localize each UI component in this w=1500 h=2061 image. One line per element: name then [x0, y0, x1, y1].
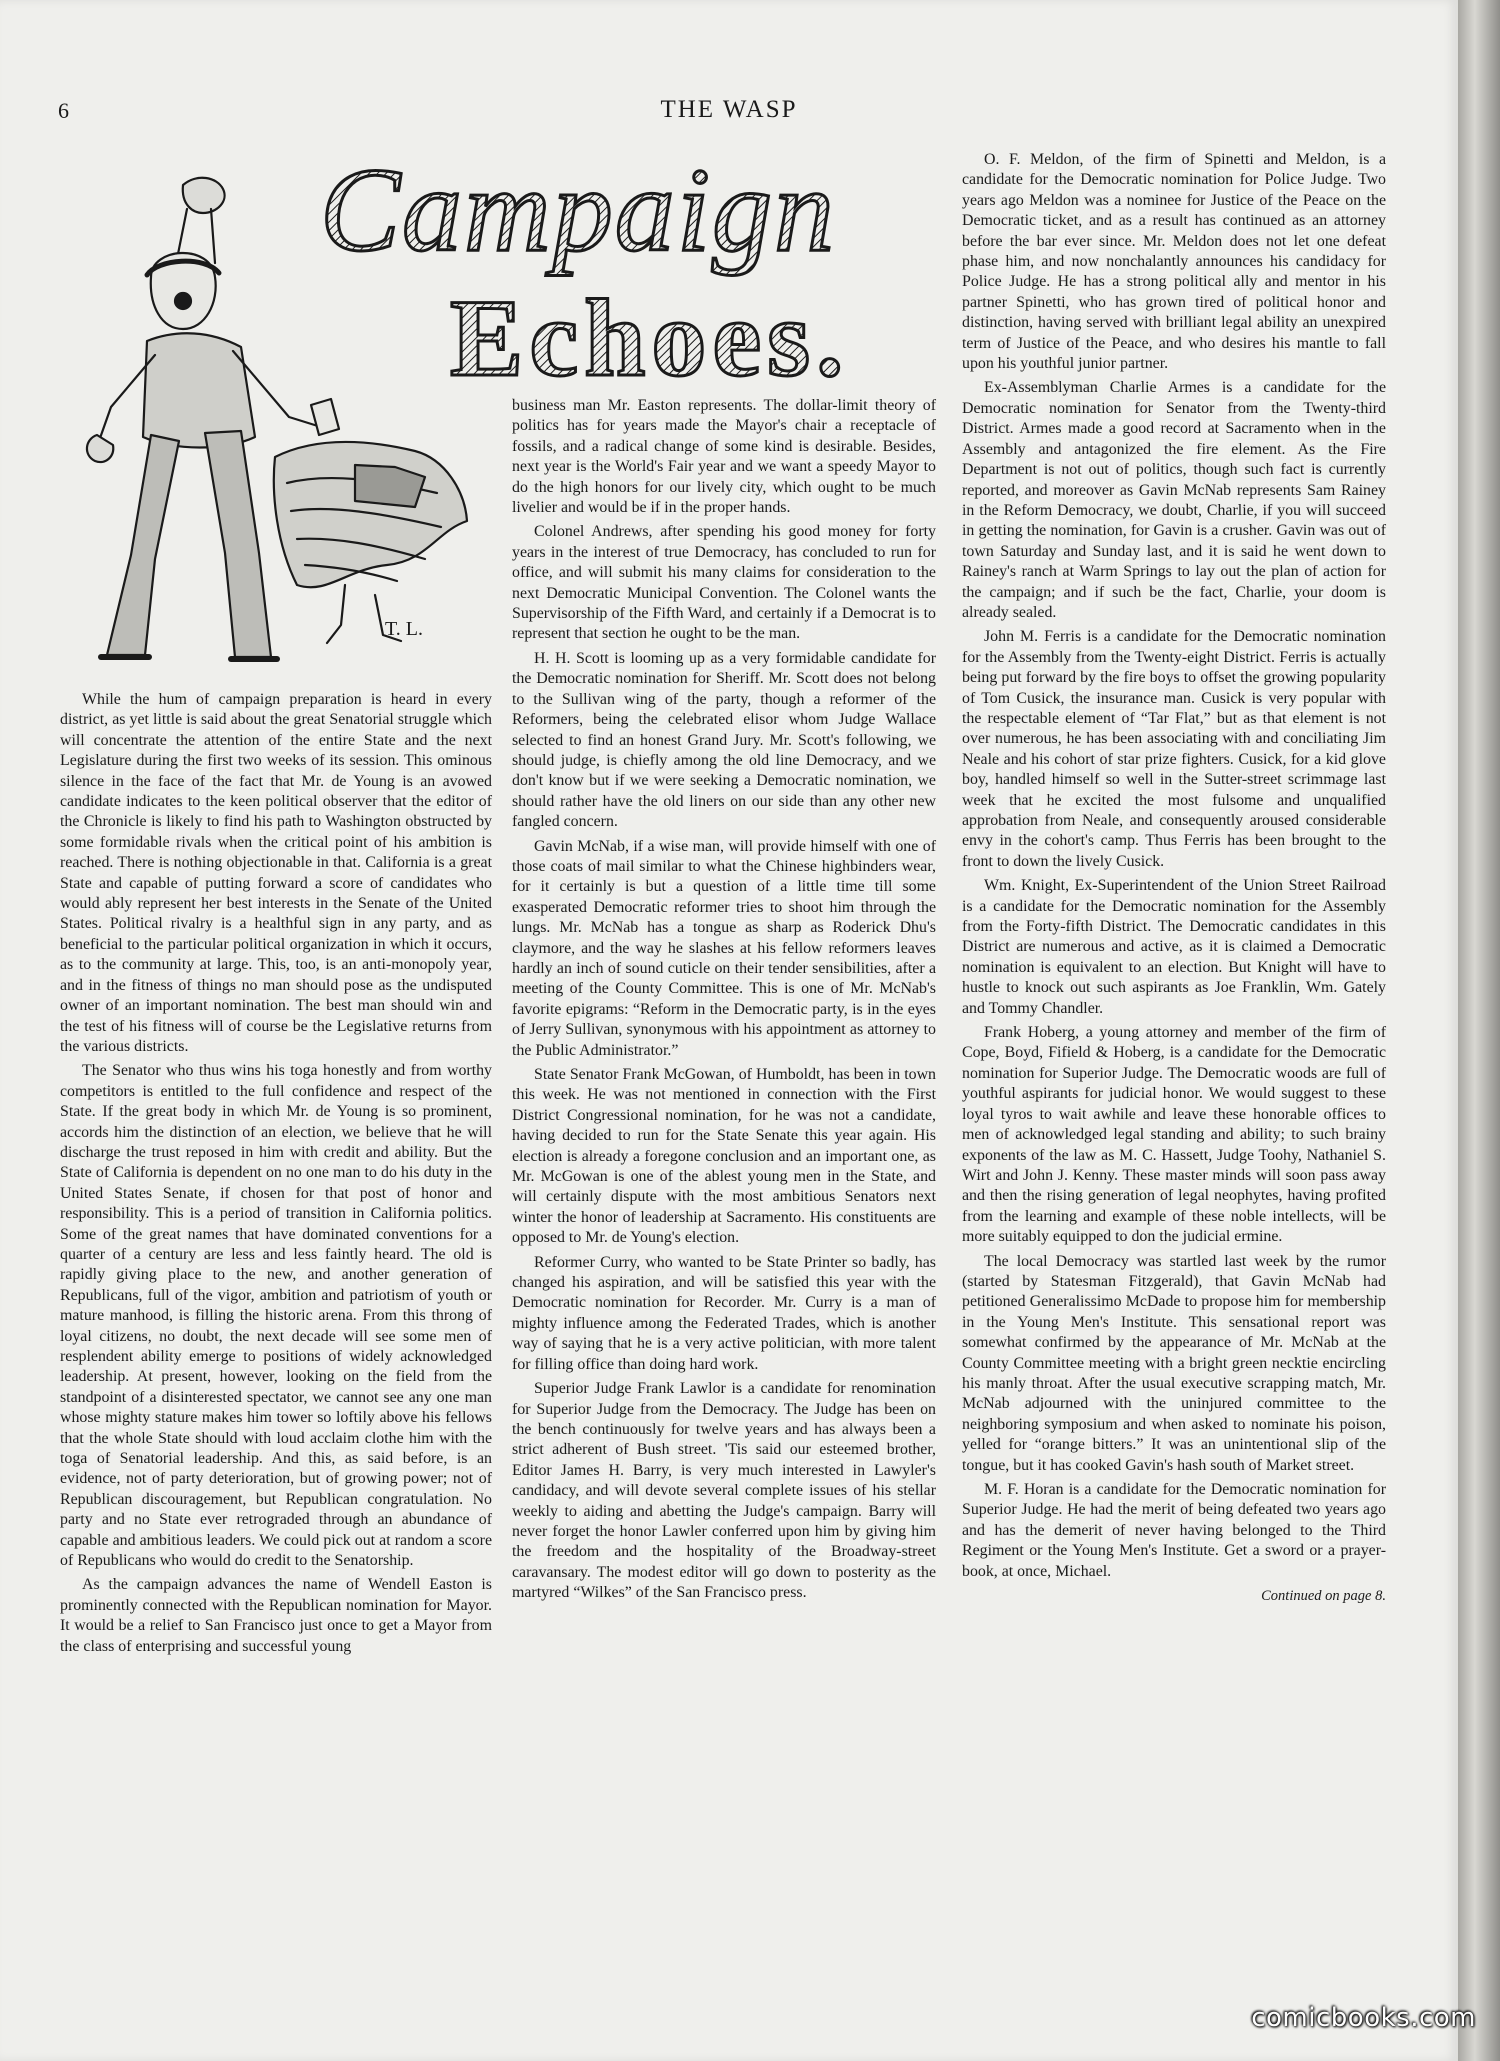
page-edge: [1458, 0, 1500, 2061]
paragraph: business man Mr. Easton represents. The dollar-limit theory of politics has for years made the Mayor's chair a receptacle of fossils, and a radical change of some kind is desirable. Besides, next year is the World's Fair year and we want a speedy Mayor to do the high honors for our lively city, which ought to be much livelier and would be if in the proper hands.: [512, 397, 936, 517]
paragraph: Superior Judge Frank Lawlor is a candidate for renomination for Superior Judge from the Democracy. The Judge has been on the bench continuously for twelve years and has always been a strict adherent of Bush street. 'Tis said our esteemed brother, Editor James H. Barry, is very much interested in Lawyler's candidacy, and will devote several complete issues of his stellar weekly to aiding and abetting the Judge's campaign. Barry will never forget the honor Lawler conferred upon him by giving him the freedom and the hospitality of the Broadway-street caravansary. The modest editor will go down to posterity as the martyred “Wilkes” of the San Francisco press.: [512, 1380, 936, 1602]
masthead: THE WASP: [660, 96, 798, 123]
paragraph: Frank Hoberg, a young attorney and member of the firm of Cope, Boyd, Fifield & Hoberg, is a candidate for the Democratic nomination for Superior Judge. The Democratic woods are full of youthful aspirants for judicial honor. We would suggest to these loyal tyros to wait awhile and leave these honorable offices to men of acknowledged legal standing and ability; to such brainy exponents of the law as M. C. Hassett, Judge Toohy, Nathaniel S. Wirt and John J. Kenny. These master minds will soon pass away and then the rising generation of legal neophytes, having profited from the learning and example of these noble intellects, will be more suitably equipped to don the judicial ermine.: [962, 1024, 1386, 1246]
illustration-signature: T. L.: [385, 618, 423, 640]
paragraph: Gavin McNab, if a wise man, will provide himself with one of those coats of mail similar to what the Chinese highbinders wear, for it certainly is but a question of a little time till some exasperated Democratic reformer tries to shoot him through the lungs. Mr. McNab has a tongue as sharp as Roderick Dhu's claymore, and the way he slashes at his fellow reformers leaves hardly an inch of sound cuticle on their tender sensibilities, after a meeting of the County Committee. This is one of Mr. McNab's favorite epigrams: “Reform in the Democratic party, is in the eyes of Jerry Sullivan, synonymous with his appointment as attorney to the Public Administrator.”: [512, 837, 936, 1059]
paragraph: Reformer Curry, who wanted to be State Printer so badly, has changed his aspiration, and will be satisfied this year with the Democratic nomination for Recorder. Mr. Curry is a man of mighty influence among the Federated Trades, which is another way of saying that he is a very active politician, with more talent for filling office than doing hard work.: [512, 1253, 936, 1373]
column-middle: [512, 396, 936, 1608]
paragraph: Ex-Assemblyman Charlie Armes is a candidate for the Democratic nomination for Senator from the Twenty-third District. Armes made a good record at Sacramento when in the Assembly and antagonized the fire element. As the Fire Department is not out of politics, though such fact is currently reported, and moreover as Gavin McNab represents Sam Rainey in the Reform Democracy, we doubt, Charlie, if you will succeed in getting the nomination, for Gavin is a crusher. Gavin was out of town Saturday and Sunday last, and it is said he went down to Rainey's ranch at Warm Springs to lay out the plan of action for the campaign; and if such be the fact, Charlie, your doom is already sealed.: [962, 379, 1386, 621]
column-left: [60, 690, 492, 1661]
paragraph: While the hum of campaign preparation is heard in every district, as yet little is said about the great Senatorial struggle which will concentrate the attention of the entire State and the next Legislature during the first two weeks of its session. This ominous silence in the face of the fact that Mr. de Young is an avowed candidate indicates to the keen political observer that the editor of the Chronicle is likely to find his path to Washington obstructed by some formidable rivals when the critical point of his ambition is reached. There is nothing objectionable in that. California is a great State and capable of putting forward a score of candidates who would ably represent her best interests in the Senate of the United States. Political rivalry is a healthful sign in any party, and as beneficial to the particular political organization in which it occurs, as to the community at large. This, too, is an anti-monopoly year, and in the fitness of things no man should pose as the undisputed owner of an important nomination. The best man should win and the test of his fitness will of course be the Legislative returns from the various districts.: [60, 691, 492, 1055]
column-right: [962, 150, 1386, 1606]
page-number: 6: [58, 98, 69, 123]
headline-graphic: [300, 140, 940, 400]
paragraph: Wm. Knight, Ex-Superintendent of the Union Street Railroad is a candidate for the Democratic nomination for the Assembly from the Forty-fifth District. The Democratic candidates in this District are numerous and active, as it is claimed a Democratic nomination is equivalent to an election. But Knight will have to hustle to knock out such aspirants as Joe Franklin, Wm. Gately and Tommy Chandler.: [962, 877, 1386, 1017]
watermark: comicbooks.com: [1251, 2003, 1476, 2033]
headline-line-1: Campaign: [320, 143, 837, 276]
paragraph: O. F. Meldon, of the firm of Spinetti and Meldon, is a candidate for the Democratic nomination for Police Judge. Two years ago Meldon was a nominee for Justice of the Peace on the Democratic ticket, and as a result has continued as an attorney before the bar ever since. Mr. Meldon does not let one defeat phase him, and now nonchalantly announces his candidacy for Police Judge. He has a strong political ally and mentor in his partner Spinetti, who has grown tired of political honor and distinction, having served with brilliant legal ability an unexpired term of Justice of the Peace, and who desires his mantle to fall upon his youthful junior partner.: [962, 151, 1386, 373]
paragraph: John M. Ferris is a candidate for the Democratic nomination for the Assembly from the Twenty-eight District. Ferris is actually being put forward by the fire boys to offset the growing popularity of Tom Cusick, the insurance man. Cusick is very popular with the respectable element of “Tar Flat,” but as that element is not over numerous, he has been associating with and conciliating Jim Neale and his cohort of star prize fighters. Cusick, for a kid glove boy, handled himself so well in the Sutter-street scrimmage last week that he excited the most fulsome and unqualified approbation from Neale, and consequently aroused considerable envy in the cohort's camp. Thus Ferris has been brought to the front to down the lively Cusick.: [962, 628, 1386, 870]
continued-note: Continued on page 8.: [1261, 1588, 1386, 1605]
paragraph: Colonel Andrews, after spending his good money for forty years in the interest of true Democracy, has concluded to run for office, and will submit his many claims for consideration to the next Democratic Municipal Convention. The Colonel wants the Supervisorship of the Fifth Ward, and certainly if a Democrat is to represent that section he ought to be the man.: [512, 523, 936, 643]
paragraph: As the campaign advances the name of Wendell Easton is prominently connected with the Republican nomination for Mayor. It would be a relief to San Francisco just once to get a Mayor from the class of enterprising and successful young: [60, 1576, 492, 1655]
paragraph: H. H. Scott is looming up as a very formidable candidate for the Democratic nomination for Sheriff. Mr. Scott does not belong to the Sullivan wing of the party, though a reformer of the Reformers, being the celebrated elisor whom Judge Wallace selected to find an honest Grand Jury. Mr. Scott's following, we should judge, is chiefly among the old line Democracy, and we don't know but if we were seeking a Democratic nomination, we should rather have the old liners on our side than any other new fangled concern.: [512, 649, 936, 831]
paragraph: The Senator who thus wins his toga honestly and from worthy competitors is entitled to the full confidence and respect of the State. If the great body in which Mr. de Young is so prominent, accords him the distinction of an election, we believe that he will discharge the trust reposed in him with credit and ability. But the State of California is dependent on no one man to do his duty in the United States Senate, if chosen for that post of honor and responsibility. This is a period of transition in California politics. Some of the great names that have dominated conventions for a quarter of a century are less and less faintly heard. The old is rapidly giving place to the new, and another generation of Republicans, full of the vigor, ambition and patriotism of youth or mature manhood, is filling the historic arena. From this throng of loyal citizens, no doubt, the next decade will see some men of resplendent ability emerge to positions of widely acknowledged leadership. At present, however, looking on the field from the standpoint of a disinterested spectator, we cannot see any one man whose mighty stature makes him tower so loftily above his fellows that the whole State should with loud acclaim clothe him with the toga of Senatorial leadership. And this, as said before, is an evidence, not of party deterioration, but of growing power; not of Republican discouragement, but Republican congratulation. No party and no State ever retrograded through an abundance of capable and ambitious leaders. We could pick out at random a score of Republicans who would do credit to the Senatorship.: [60, 1062, 492, 1570]
paragraph: M. F. Horan is a candidate for the Democratic nomination for Superior Judge. He had the merit of being defeated two years ago and has the demerit of never having belonged to the Third Regiment or the Young Men's Institute. Get a sword or a prayer-book, at once, Michael.: [962, 1481, 1386, 1580]
headline-line-2: Echoes.: [450, 277, 850, 399]
paragraph: The local Democracy was startled last week by the rumor (started by Statesman Fitzgerald), that Gavin McNab had petitioned Generalissimo McDade to propose him for membership in the Young Men's Institute. This sensational report was somewhat confirmed by the appearance of Mr. McNab at the County Committee meeting with a bright green necktie encircling his manly throat. After the usual executive scrapping match, Mr. McNab adjourned with the uninjured committee to the neighboring symposium and when asked to nominate his poison, yelled for “orange bitters.” It was an unintentional slip of the tongue, but it has cooked Gavin's hash south of Market street.: [962, 1252, 1386, 1474]
paragraph: State Senator Frank McGowan, of Humboldt, has been in town this week. He was not mentioned in connection with the First District Congressional nomination, for he was not a candidate, having decided to run for the State Senate this year again. His election is already a foregone conclusion and an important one, as Mr. McGowan is one of the ablest young men in the State, and will certainly dispute with the most ambitious Senators next winter the honor of leadership at Sacramento. His constituents are opposed to Mr. de Young's election.: [512, 1066, 936, 1247]
